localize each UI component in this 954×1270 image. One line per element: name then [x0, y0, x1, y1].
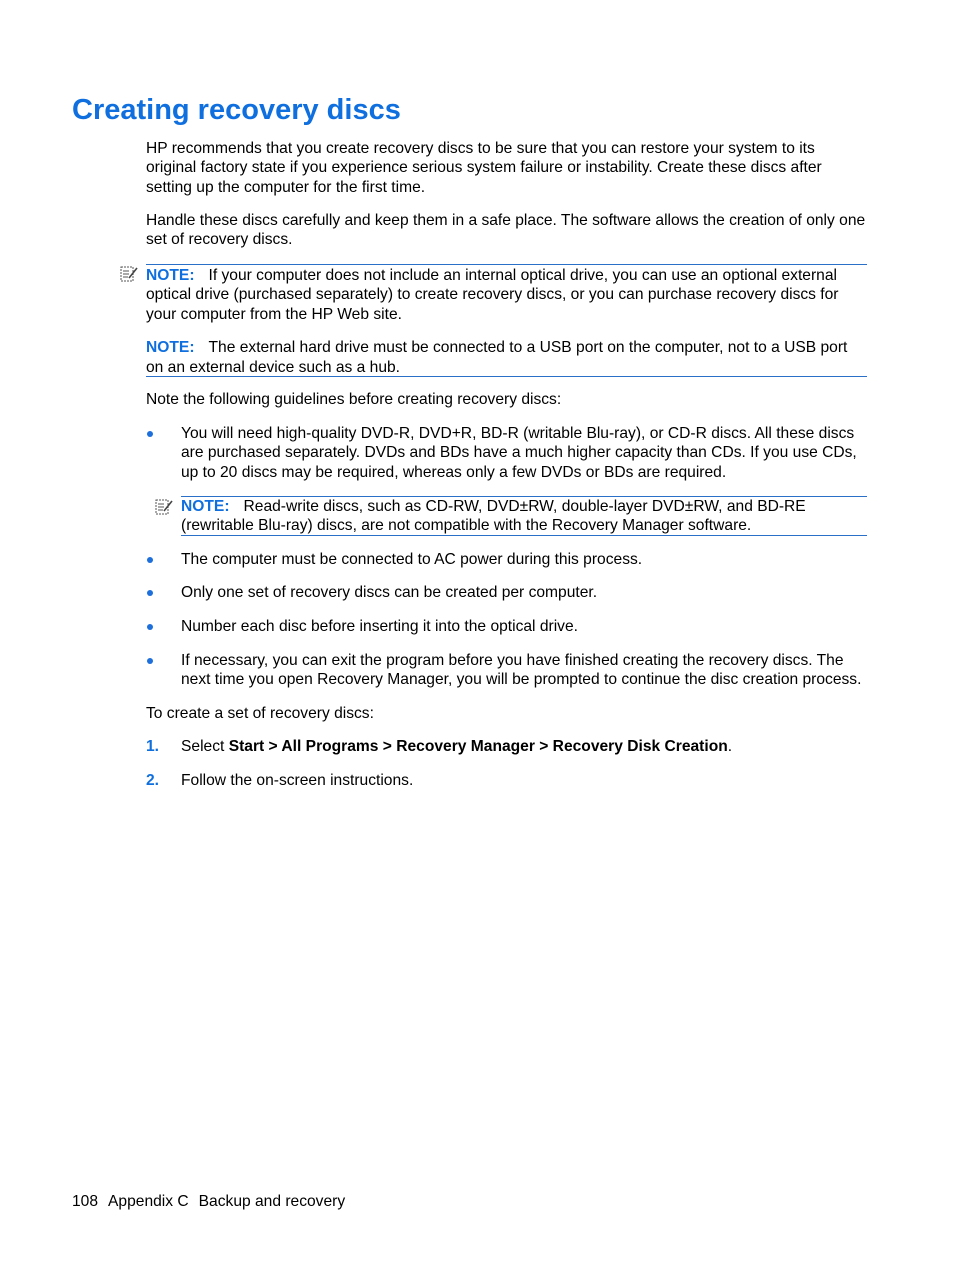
step-number: 2. [146, 772, 160, 789]
note-label: NOTE: [181, 498, 230, 515]
note-icon [120, 265, 138, 283]
page-footer [72, 1192, 355, 1212]
footer-section: Backup and recovery [198, 1193, 346, 1210]
bullet-icon [147, 431, 153, 437]
step-1 [181, 737, 869, 756]
bullet-icon [147, 624, 153, 630]
bullet-item-3: Only one set of recovery discs can be created per computer. [181, 584, 598, 601]
note-icon [155, 498, 173, 516]
step-1-suffix: . [727, 738, 733, 755]
step-1-menu-path: Start > All Programs > Recovery Manager > Recovery Disk Creation [228, 738, 728, 755]
note-box [146, 264, 867, 377]
step-1-prefix: Select [181, 738, 229, 755]
page-number: 108 [72, 1193, 99, 1210]
note-label: NOTE: [146, 267, 195, 284]
bullet-icon [147, 557, 153, 563]
bullet-item-4: Number each disc before inserting it into the optical drive. [181, 618, 578, 635]
steps-intro: To create a set of recovery discs: [146, 705, 374, 722]
bullet-item-2: The computer must be connected to AC power during this process. [181, 551, 643, 568]
footer-appendix: Appendix C [108, 1193, 189, 1210]
note-paragraph-2 [146, 338, 867, 377]
note-paragraph-1 [146, 266, 867, 324]
bullet-item-1: You will need high-quality DVD-R, DVD+R, BD-R (writable Blu-ray), or CD-R discs. All these discs are purchased separately. DVDs and BDs have a much higher capacity than CDs. If you use CDs, up to 20 discs may be required, whereas only a few DVDs or BDs are required. [181, 425, 857, 481]
page-title: Creating recovery discs [72, 94, 401, 126]
bullet-note-paragraph [181, 497, 867, 536]
intro-paragraph-1: HP recommends that you create recovery discs to be sure that you can restore your system to its original factory state if you experience serious system failure or instability. Create these discs after setting up the computer for the first time. [146, 140, 822, 196]
step-2: Follow the on-screen instructions. [181, 772, 414, 789]
step-number: 1. [146, 738, 160, 755]
bullet-icon [147, 590, 153, 596]
note-text-2: The external hard drive must be connected to a USB port on the computer, not to a USB port on an external device such as a hub. [146, 339, 848, 376]
bullet-item-5: If necessary, you can exit the program before you have finished creating the recovery discs. The next time you open Recovery Manager, you will be prompted to continue the disc creation process. [181, 652, 862, 689]
bullet-note-box [181, 496, 867, 536]
guidelines-intro: Note the following guidelines before creating recovery discs: [146, 391, 562, 408]
note-text-1: If your computer does not include an internal optical drive, you can use an optional external optical drive (purchased separately) to create recovery discs, or you can purchase recovery discs for your computer from the HP Web site. [146, 267, 839, 323]
intro-paragraph-2: Handle these discs carefully and keep them in a safe place. The software allows the creation of only one set of recovery discs. [146, 212, 866, 249]
bullet-icon [147, 658, 153, 664]
note-label: NOTE: [146, 339, 195, 357]
bullet-note-text: Read-write discs, such as CD-RW, DVD±RW, double-layer DVD±RW, and BD-RE (rewritable Blu-ray) discs, are not compatible with the Recovery Manager software. [181, 498, 806, 535]
